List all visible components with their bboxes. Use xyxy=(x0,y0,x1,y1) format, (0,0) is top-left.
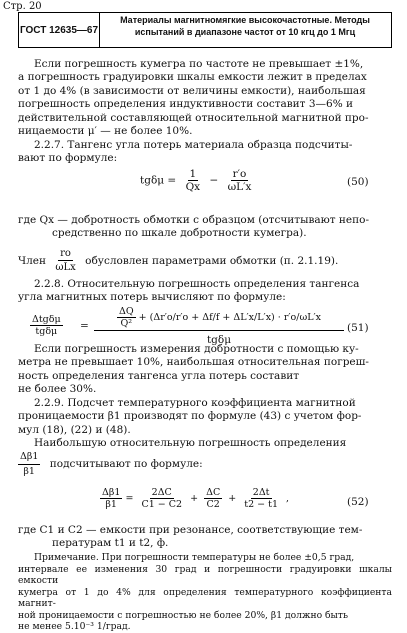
eq-big-fraction xyxy=(94,306,344,346)
text-line: 2.2.8. Относительную погрешность определения тангенса xyxy=(34,278,360,290)
text-line: 2.2.9. Подсчет температурного коэффициента магнитной xyxy=(34,397,356,409)
eq-denominator: C1 − C2 xyxy=(141,499,183,510)
eq-fraction xyxy=(117,306,136,329)
paragraph-2-2-8 xyxy=(18,278,392,305)
eq-fraction xyxy=(204,487,222,510)
eq-fraction xyxy=(242,487,280,510)
header-title: Материалы магнитномягкие высокочастотные. Методы испытаний в диапазоне частот от 10 кгц до 1 Мгц xyxy=(120,15,370,37)
eq-fraction xyxy=(226,168,254,193)
frac-denominator: β1 xyxy=(23,465,35,477)
text-line: вают по формуле: xyxy=(18,152,118,165)
inline-fraction xyxy=(18,450,40,478)
text-line: погрешность определения индуктивности составит 3—6% и xyxy=(18,98,354,111)
text-line: Наибольшую относительную погрешность определения xyxy=(34,437,347,449)
note-line: ной проницаемости с погрешностью не более 20%, β1 должно быть xyxy=(18,609,348,621)
eq-denominator: t2 − t1 xyxy=(244,499,279,510)
frac-numerator: Δβ1 xyxy=(18,450,40,464)
paragraph-error-estimate xyxy=(18,58,392,138)
text-line xyxy=(18,450,392,478)
eq-operator: = xyxy=(125,493,134,504)
eq-lhs xyxy=(100,487,122,510)
page-number: Стр. 20 xyxy=(3,1,42,12)
eq-denominator: Q² xyxy=(120,318,133,329)
text-line: ницаемости μ′ — не более 10%. xyxy=(18,125,193,138)
eq-denominator: Qx xyxy=(185,181,201,193)
text-span: обусловлен параметрами обмотки (п. 2.1.19). xyxy=(85,254,339,267)
eq-denominator: β1 xyxy=(105,499,117,510)
eq-operator: + xyxy=(138,312,147,323)
text-line: где C1 и C2 — емкости при резонансе, соответствующие тем- xyxy=(18,524,363,536)
text-line: угла магнитных потерь вычисляют по формуле: xyxy=(18,291,286,304)
eq-numerator: ΔC xyxy=(206,487,221,498)
text-line: проницаемости β1 производят по формуле (43) с учетом фор- xyxy=(18,410,362,423)
paragraph-2-2-9 xyxy=(18,397,392,437)
equation-50 xyxy=(140,168,257,193)
text-line: метра не превышает 10%, наибольшая относительная погреш- xyxy=(18,356,369,369)
eq-expression: (Δr′o/r′o + Δf/f + ΔL′x/L′x) · r′o/ωL′x xyxy=(149,312,322,323)
frac-numerator: ro xyxy=(58,247,73,261)
paragraph-2-2-7 xyxy=(18,139,392,166)
text-line: мул (18), (22) и (48). xyxy=(18,423,131,436)
eq-operator: + xyxy=(228,493,237,504)
note-line: Примечание. При погрешности температуры не более ±0,5 град, xyxy=(34,552,355,563)
text-span: Член xyxy=(18,254,46,267)
paragraph-c-definition xyxy=(18,524,392,551)
eq-numerator: ΔQ xyxy=(118,306,134,317)
equation-number: (52) xyxy=(347,496,369,508)
text-line: а погрешность градуировки шкалы емкости лежит в пределах xyxy=(18,71,367,84)
text-line: средственно по шкале добротности кумегра). xyxy=(52,227,307,240)
text-line: действительной составляющей относительной магнитной про- xyxy=(18,111,369,124)
text-line: 2.2.7. Тангенс угла потерь материала образца подсчиты- xyxy=(34,139,353,151)
inline-fraction xyxy=(53,247,77,275)
note-line: кумегра от 1 до 4% для определения температурного коэффициента магнит- xyxy=(18,586,392,609)
note-line: интервале ее изменения 30 град и погрешности градуировки шкалы емкости xyxy=(18,563,392,586)
paragraph-beta-error xyxy=(18,437,392,478)
paragraph-qx-definition xyxy=(18,214,392,241)
eq-numerator: Δtgδμ xyxy=(32,314,61,325)
eq-big-denominator: tgδμ xyxy=(206,334,232,346)
text-line: не более 30%. xyxy=(18,383,97,396)
paragraph-q-error xyxy=(18,343,392,397)
eq-numerator: 2Δt xyxy=(252,487,270,498)
text-span: подсчитывают по формуле: xyxy=(49,458,203,471)
eq-lhs xyxy=(30,314,63,337)
eq-numerator: Δβ1 xyxy=(102,487,121,498)
eq-operator: + xyxy=(190,493,199,504)
standard-code: ГОСТ 12635—67 xyxy=(19,13,100,47)
document-header xyxy=(18,12,392,48)
paragraph-term xyxy=(18,247,392,275)
text-line: пературам t1 и t2, ф. xyxy=(52,537,169,550)
text-line: от 1 до 4% (в зависимости от величины емкости), наибольшая xyxy=(18,84,366,97)
eq-big-numerator xyxy=(94,306,344,331)
text-line: Если погрешность измерения добротности с помощью ку- xyxy=(34,343,359,355)
eq-punctuation: , xyxy=(286,493,290,504)
equation-number: (51) xyxy=(347,322,369,334)
eq-numerator: r′o xyxy=(232,168,247,180)
note-line: не менее 5.10⁻³ 1/град. xyxy=(18,621,131,632)
eq-fraction xyxy=(184,168,203,193)
eq-denominator: ωL′x xyxy=(227,181,252,193)
eq-operator: − xyxy=(209,174,219,187)
eq-fraction xyxy=(139,487,184,510)
equation-number: (50) xyxy=(347,176,369,188)
eq-numerator: 1 xyxy=(189,168,197,180)
note xyxy=(18,552,392,633)
frac-denominator: ωLx xyxy=(55,262,76,274)
eq-denominator: tgδμ xyxy=(35,326,58,337)
text-line: ность определения тангенса угла потерь составит xyxy=(18,369,300,382)
eq-operator: = xyxy=(80,320,89,332)
eq-numerator: 2ΔC xyxy=(151,487,172,498)
equation-52 xyxy=(100,487,289,510)
text-line: где Qx — добротность обмотки с образцом (отсчитывают непо- xyxy=(18,214,369,226)
text-line: Если погрешность кумегра по частоте не превышает ±1%, xyxy=(34,58,364,70)
eq-lhs: tgδμ = xyxy=(140,174,177,187)
eq-denominator: C2 xyxy=(206,499,220,510)
